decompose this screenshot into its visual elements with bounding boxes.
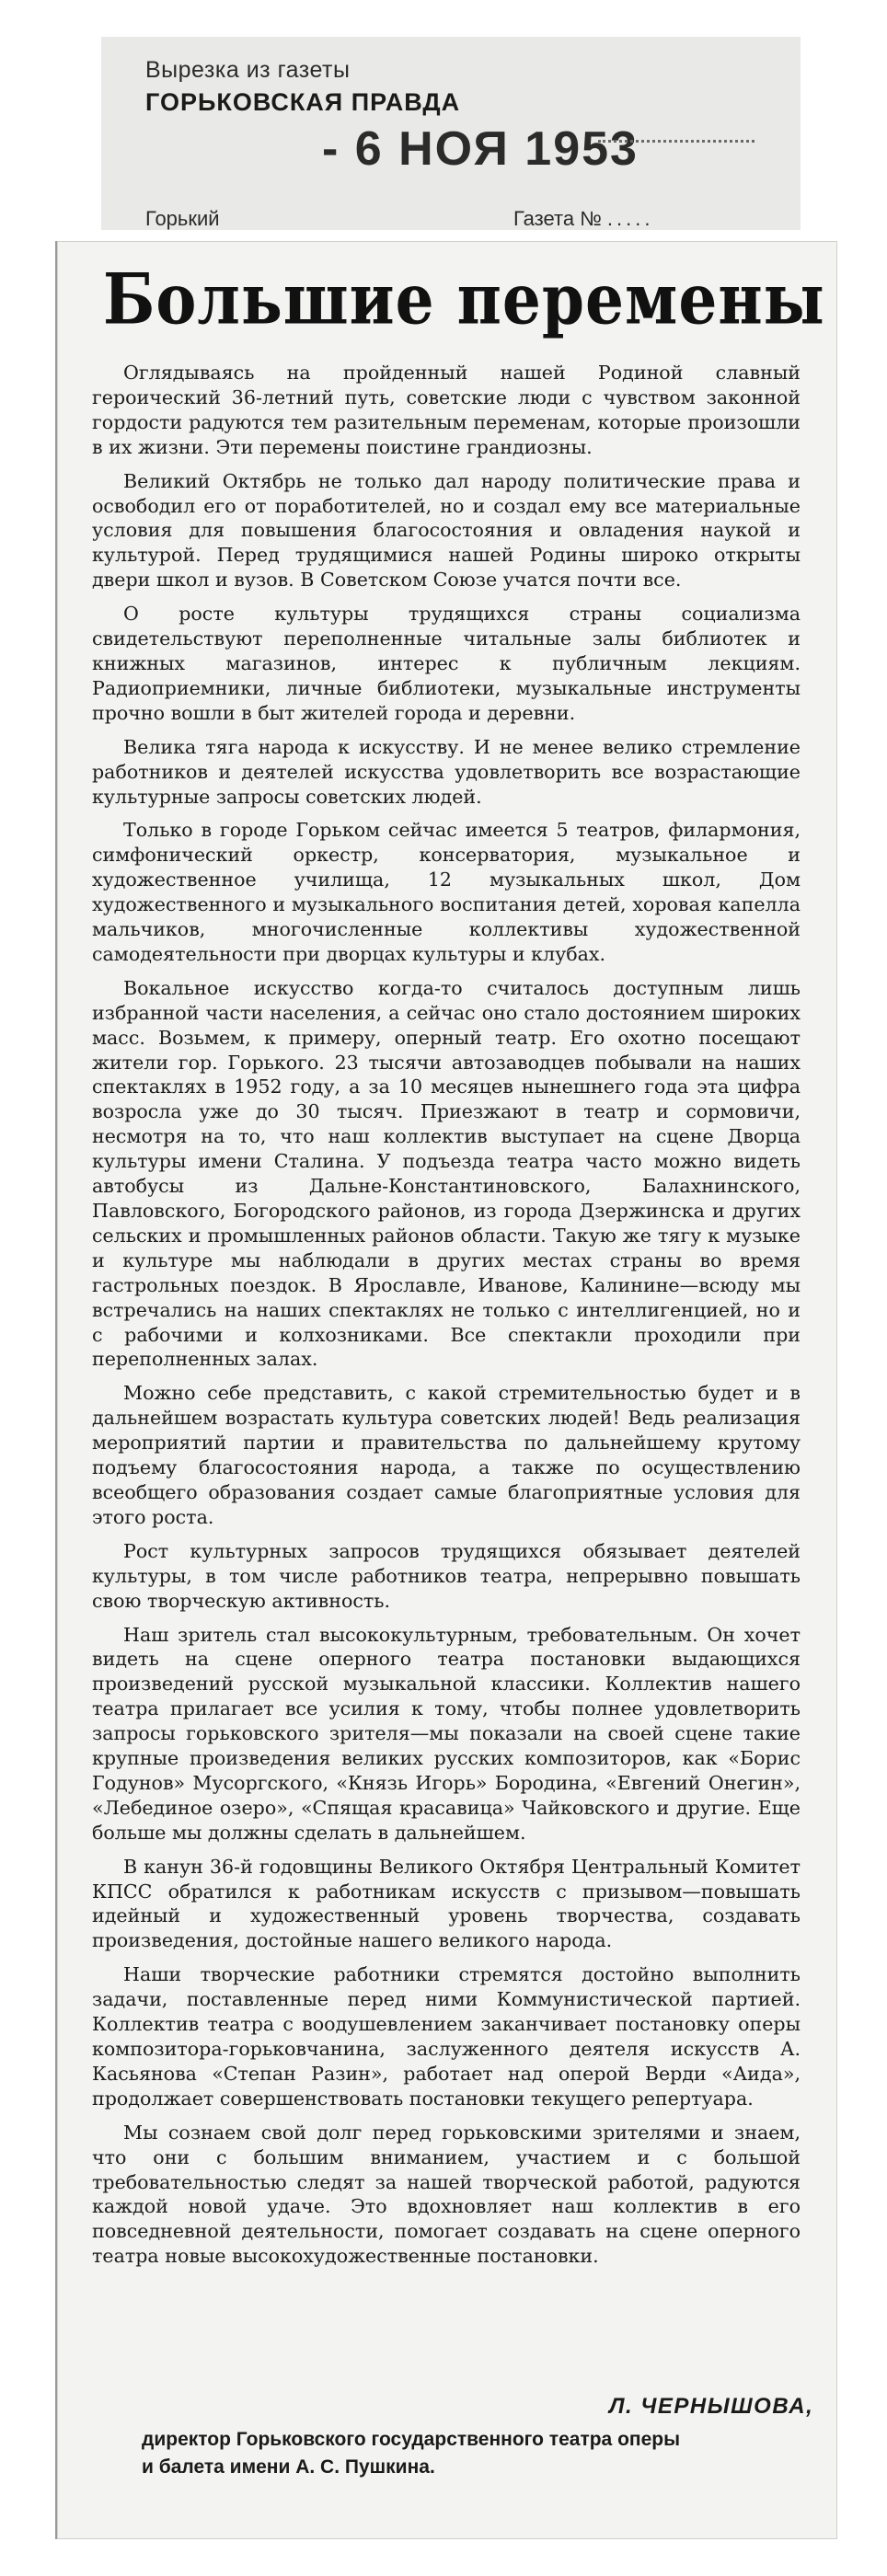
author-title-line-1: директор Горьковского государственного театра оперы (142, 2429, 681, 2450)
author-name: Л. ЧЕРНЫШОВА, (609, 2394, 814, 2419)
article-headline: Большие перемены (103, 258, 825, 340)
article-paragraph: О росте культуры трудящихся страны социализма свидетельствуют переполненные читальные залы библиотек и книжных магазинов, интерес к публичным лекциям. Радиоприемники, личные библиотеки, музыкальные инструменты прочно вошли в быт жителей города и деревни. (92, 603, 801, 724)
article-paragraph: Велика тяга народа к искусству. И не менее велико стремление работников и деятелей искусства удовлетворить все возрастающие культурные запросы советских людей. (92, 735, 801, 808)
article-paragraph: Рост культурных запросов трудящихся обязывает деятелей культуры, в том числе работников театра, непрерывно повышать свою творческую активность. (92, 1539, 801, 1612)
article-paragraph: Великий Октябрь не только дал народу политические права и освободил его от поработителей, но и создал ему все материальные условия для повышения благосостояния и овладения наукой и культурой. Перед трудящимися нашей Родины широко открыты двери школ и вузов. В Советском Союзе учатся почти все. (92, 469, 801, 592)
gazeta-number-label (513, 207, 653, 231)
city-label: Горький (145, 207, 220, 230)
gazeta-number-dots: ..... (606, 207, 654, 230)
article-paragraph: В канун 36-й годовщины Великого Октября Центральный Комитет КПСС обратился к работникам искусств с призывом—повышать идейный и художественный уровень творчества, создавать произведения, достойные нашего великого народа. (92, 1855, 801, 1952)
article-paragraph: Мы сознаем свой долг перед горьковскими зрителями и знаем, что они с большим вниманием, участием и с большой требовательностью следят за нашей творческой работой, радуются каждой новой удаче. Это вдохновляет наш коллектив в его повседневной деятельности, помогает создавать на сцене оперного театра новые высокохудожественные постановки. (92, 2121, 801, 2268)
author-title-line-2: и балета имени А. С. Пушкина. (142, 2456, 435, 2478)
article-paragraph: Вокальное искусство когда-то считалось доступным лишь избранной части населения, а сейчас оно стало достоянием широких масс. Возьмем, к примеру, оперный театр. Его охотно посещают жители гор. Горького. 23 тысячи автозаводцев побывали на наших спектаклях в 1952 году, а за 10 месяцев нынешнего года эта цифра возросла уже до 30 тысяч. Приезжают в театр и сормовичи, несмотря на то, что наш коллектив выступает на сцене Дворца культуры имени Сталина. У подъезда театра часто можно видеть автобусы из Дальне-Константиновского, Балахнинского, Павловского, Богородского районов, из города Дзержинска и других сельских и промышленных районов области. Такую же тягу к музыке и культуре мы наблюдали в других местах страны во время гастрольных поездок. В Ярославле, Иванове, Калинине—всюду мы встречались на наших спектаклях не только с интеллигенцией, но и с рабочими и колхозниками. Все спектакли проходили при переполненных залах. (92, 976, 801, 1371)
article-paragraph: Можно себе представить, с какой стремительностью будет и в дальнейшем возрастать культура советских людей! Ведь реализация мероприятий партии и правительства по дальнейшему крутому подъему благосостояния народа, а также по осуществлению всеобщего образования создает самые благоприятные условия для этого роста. (92, 1382, 801, 1528)
clipping-label-card (101, 37, 801, 230)
date-stamp: - 6 НОЯ 1953 (322, 122, 639, 176)
clipping-source-label: Вырезка из газеты (145, 57, 351, 83)
article-paragraph: Наш зритель стал высококультурным, требовательным. Он хочет видеть на сцене оперного театра постановки выдающихся произведений русской музыкальной классики. Коллектив нашего театра прилагает все усилия к тому, чтобы полнее удовлетворить запросы горьковского зрителя—мы показали на своей сцене такие крупные произведения великих русских композиторов, как «Борис Годунов» Мусоргского, «Князь Игорь» Бородина, «Евгений Онегин», «Лебединое озеро», «Спящая красавица» Чайковского и другие. Еще больше мы должны сделать в дальнейшем. (92, 1623, 801, 1844)
newspaper-name: ГОРЬКОВСКАЯ ПРАВДА (145, 88, 461, 116)
date-stamp-dotted-line (598, 140, 755, 143)
article-paragraph: Оглядываясь на пройденный нашей Родиной славный героический 36-летний путь, советские люди с чувством законной гордости радуются тем разительным переменам, которые произошли в их жизни. Эти перемены поистине грандиозны. (92, 362, 801, 458)
article-paragraph: Наши творческие работники стремятся достойно выполнить задачи, поставленные перед ними Коммунистической партией. Коллектив театра с воодушевлением заканчивает постановку оперы композитора-горьковчанина, заслуженного деятеля искусств А. Касьянова «Степан Разин», работает над оперой Верди «Аида», продолжает совершенствовать постановки текущего репертуара. (92, 1963, 801, 2110)
article-body (92, 361, 801, 2278)
newspaper-clipping (55, 241, 837, 2539)
article-paragraph: Только в городе Горьком сейчас имеется 5 театров, филармония, симфонический оркестр, консерватория, музыкальное и художественное училища, 12 музыкальных школ, Дом художественного и музыкального воспитания детей, хоровая капелла мальчиков, многочисленные коллективы художественной самодеятельности при дворцах культуры и клубах. (92, 819, 801, 965)
gazeta-number-text: Газета № (513, 207, 602, 230)
